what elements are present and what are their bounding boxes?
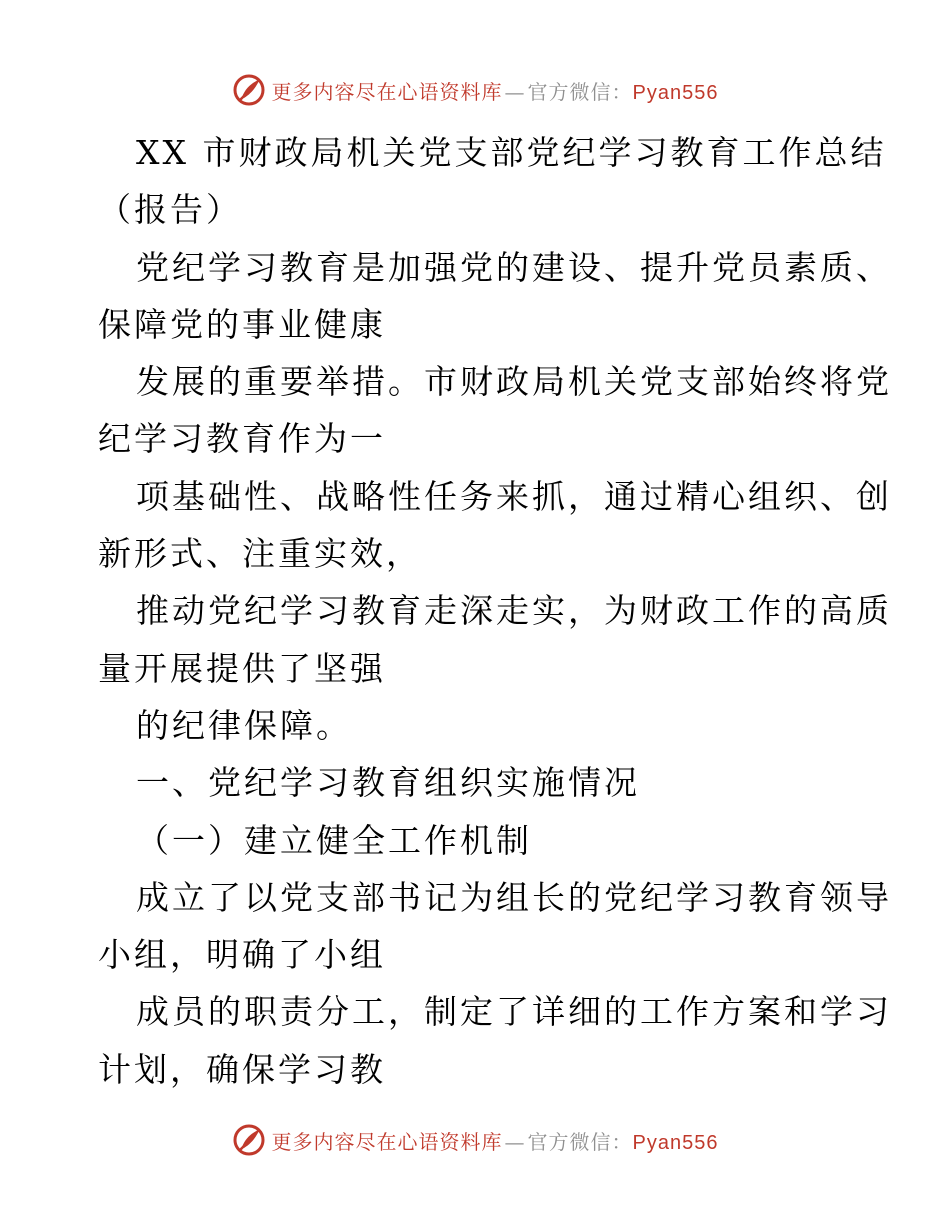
text-line: 纪学习教育作为一	[98, 419, 386, 459]
text-line: 党纪学习教育是加强党的建设、提升党员素质、	[136, 247, 892, 287]
feather-logo-icon	[232, 73, 266, 107]
document-body	[98, 124, 892, 1098]
text-line: （一）建立健全工作机制	[136, 820, 532, 860]
watermark-label: 官方微信：	[527, 1129, 633, 1154]
watermark-label: 官方微信：	[527, 79, 633, 104]
feather-logo-icon	[232, 1123, 266, 1157]
text-line: 一、党纪学习教育组织实施情况	[136, 763, 640, 803]
text-line: 的纪律保障。	[136, 705, 352, 745]
text-line: 发展的重要举措。市财政局机关党支部始终将党	[136, 362, 892, 402]
footer-watermark	[0, 1122, 950, 1158]
text-line: 成立了以党支部书记为组长的党纪学习教育领导	[136, 877, 892, 917]
text-line: 保障党的事业健康	[98, 304, 386, 344]
text-line: XX 市财政局机关党支部党纪学习教育工作总结	[136, 133, 887, 172]
watermark-id: Pyan556	[632, 81, 719, 104]
text-line: 新形式、注重实效，	[98, 534, 422, 574]
text-line: 推动党纪学习教育走深走实，为财政工作的高质	[136, 591, 892, 631]
text-line: 量开展提供了坚强	[98, 648, 386, 688]
watermark-id: Pyan556	[632, 1131, 719, 1154]
watermark-brand: 更多内容尽在心语资料库	[271, 1129, 503, 1154]
text-line: 小组，明确了小组	[98, 935, 386, 975]
text-line: 成员的职责分工，制定了详细的工作方案和学习	[136, 992, 892, 1032]
header-watermark	[0, 72, 950, 108]
text-line: 项基础性、战略性任务来抓，通过精心组织、创	[136, 476, 892, 516]
watermark-separator: —	[504, 1129, 526, 1154]
text-line: （报告）	[98, 190, 242, 230]
watermark-separator: —	[504, 79, 526, 104]
text-line: 计划，确保学习教	[98, 1049, 386, 1089]
watermark-brand: 更多内容尽在心语资料库	[271, 79, 503, 104]
